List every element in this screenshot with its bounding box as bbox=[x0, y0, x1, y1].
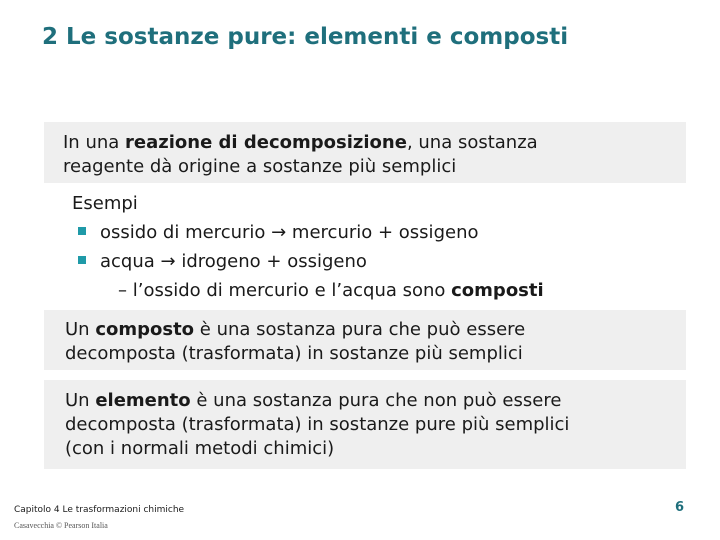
example-sub-item bbox=[72, 276, 544, 305]
square-bullet-icon bbox=[78, 256, 86, 264]
section-number: 2 bbox=[42, 24, 59, 50]
decomposition-line-1 bbox=[63, 131, 686, 155]
example-item bbox=[72, 218, 544, 247]
composto-prefix: Un bbox=[65, 319, 96, 340]
footer-chapter: Capitolo 4 Le trasformazioni chimiche bbox=[14, 505, 185, 515]
square-bullet-icon bbox=[78, 227, 86, 235]
examples-heading: Esempi bbox=[72, 193, 138, 214]
footer-publisher: Casavecchia © Pearson Italia bbox=[14, 521, 108, 530]
elemento-suffix: è una sostanza pura che non può essere bbox=[190, 390, 562, 411]
composto-definition-box bbox=[44, 310, 686, 370]
composto-line-2: decomposta (trasformata) in sostanze più semplici bbox=[65, 343, 523, 364]
composti-term: composti bbox=[451, 280, 544, 301]
elemento-line-2: decomposta (trasformata) in sostanze pure più semplici bbox=[65, 414, 570, 435]
slide-title bbox=[42, 24, 568, 50]
composto-suffix: è una sostanza pura che può essere bbox=[194, 319, 526, 340]
example-item-text: acqua → idrogeno + ossigeno bbox=[100, 251, 367, 272]
elemento-definition-box bbox=[44, 380, 686, 469]
composto-line-1 bbox=[65, 318, 686, 342]
elemento-line-1 bbox=[65, 389, 686, 413]
examples-list bbox=[72, 189, 544, 305]
example-item bbox=[72, 247, 544, 276]
page-number: 6 bbox=[675, 500, 685, 515]
title-text: Le sostanze pure: elementi e composti bbox=[66, 24, 569, 50]
decomposition-suffix: , una sostanza bbox=[406, 132, 538, 153]
decomposition-prefix: In una bbox=[63, 132, 126, 153]
elemento-term: elemento bbox=[95, 390, 191, 411]
example-sub-prefix: – l’ossido di mercurio e l’acqua sono bbox=[118, 280, 452, 301]
composto-term: composto bbox=[95, 319, 195, 340]
elemento-line-3: (con i normali metodi chimici) bbox=[65, 438, 335, 459]
elemento-prefix: Un bbox=[65, 390, 96, 411]
decomposition-definition-box bbox=[44, 122, 686, 183]
decomposition-line-2: reagente dà origine a sostanze più semplici bbox=[63, 156, 457, 177]
decomposition-term: reazione di decomposizione bbox=[125, 132, 407, 153]
example-item-text: ossido di mercurio → mercurio + ossigeno bbox=[100, 222, 479, 243]
